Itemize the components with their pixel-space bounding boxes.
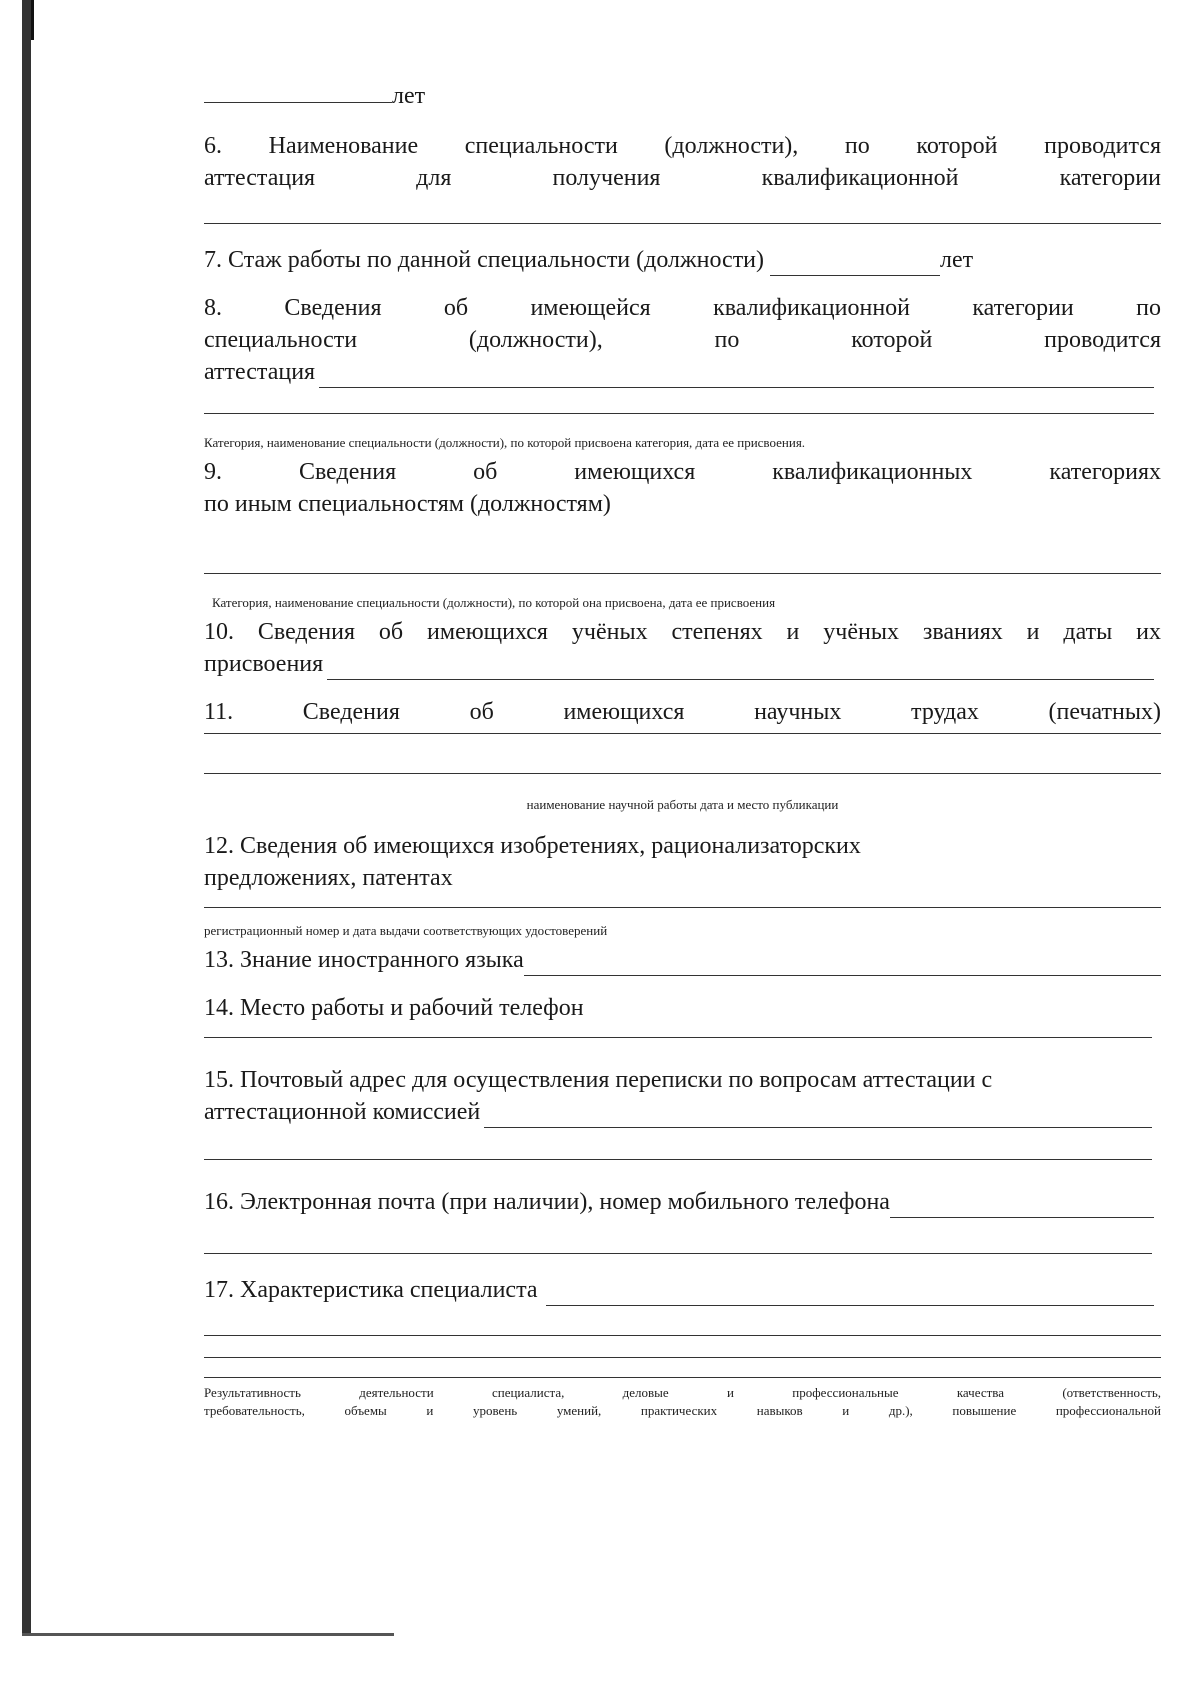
foreign-language-field[interactable]: [524, 949, 1161, 976]
section-15-line1: 15. Почтовый адрес для осуществления переписки по вопросам аттестации с: [204, 1067, 993, 1093]
section-16: 16. Электронная почта (при наличии), номер мобильного телефона: [204, 1186, 1154, 1218]
section-12-answer-line[interactable]: [204, 906, 1161, 908]
section-8-caption: Категория, наименование специальности (должности), по которой присвоена категория, дата ее присвоения.: [204, 435, 806, 450]
section-10: [204, 616, 1161, 680]
section-12-line2: предложениях, патентах: [204, 865, 453, 891]
section-12: [204, 830, 1161, 894]
section-6-answer-line[interactable]: [204, 222, 1161, 224]
section-8-line3: аттестация: [204, 356, 1154, 388]
section-7: 7. Стаж работы по данной специальности (должности) лет: [204, 244, 1124, 276]
characteristic-field[interactable]: [546, 1279, 1154, 1306]
section-5-tail: лет: [204, 78, 425, 112]
section-10-line2: присвоения: [204, 648, 1154, 680]
scan-edge-left: [22, 0, 31, 1636]
section-8-answer-field[interactable]: [319, 361, 1154, 388]
section-9-answer-line[interactable]: [204, 572, 1161, 574]
section-17-answer-line3[interactable]: [204, 1356, 1161, 1358]
section-12-line1: 12. Сведения об имеющихся изобретениях, рационализаторских: [204, 833, 861, 859]
section-17: 17. Характеристика специалиста: [204, 1274, 1154, 1306]
section-15-line2: аттестационной комиссией: [204, 1096, 1152, 1128]
section-15: [204, 1064, 1161, 1128]
years-blank[interactable]: [204, 78, 392, 103]
postal-address-field[interactable]: [484, 1101, 1152, 1128]
section-14-answer-line[interactable]: [204, 1036, 1152, 1038]
section-13: 13. Знание иностранного языка: [204, 944, 1161, 976]
section-9: [204, 456, 1161, 520]
section-11-answer-line2[interactable]: [204, 772, 1161, 774]
section-10-line1: 10. Сведения об имеющихся учёных степенях и учёных званиях и даты их: [204, 619, 1161, 645]
scan-edge-bottom: [22, 1633, 394, 1636]
section-8-answer-line2[interactable]: [204, 412, 1154, 414]
section-9-line1: 9. Сведения об имеющихся квалификационных категориях: [204, 459, 1161, 485]
section-17-caption-line1: Результативность деятельности специалиста, деловые и профессиональные качества (ответственность,: [204, 1385, 1161, 1400]
section-6-line2: аттестация для получения квалификационной категории: [204, 165, 1161, 191]
email-phone-field[interactable]: [890, 1191, 1154, 1218]
section-8-line1: 8. Сведения об имеющейся квалификационной категории по: [204, 295, 1161, 321]
section-6: [204, 130, 1161, 194]
section-8-line2: специальности (должности), по которой проводится: [204, 327, 1161, 353]
section-15-answer-line2[interactable]: [204, 1158, 1152, 1160]
section-14: 14. Место работы и рабочий телефон: [204, 995, 584, 1021]
section-11-answer-line1[interactable]: [204, 732, 1161, 734]
section-11-caption: наименование научной работы дата и место публикации: [526, 797, 839, 812]
section-17-answer-line2[interactable]: [204, 1334, 1161, 1336]
section-12-caption: регистрационный номер и дата выдачи соответствующих удостоверений: [204, 923, 608, 938]
section-17-caption: [204, 1384, 1161, 1420]
section-16-answer-line2[interactable]: [204, 1252, 1152, 1254]
experience-blank[interactable]: [770, 251, 940, 276]
section-17-answer-line4[interactable]: [204, 1376, 1161, 1378]
section-8: [204, 292, 1161, 388]
section-9-line2: по иным специальностям (должностям): [204, 491, 611, 517]
section-10-answer-field[interactable]: [327, 653, 1154, 680]
section-11: 11. Сведения об имеющихся научных трудах (печатных): [204, 699, 1161, 725]
section-17-caption-line2: требовательность, объемы и уровень умений, практических навыков и др.), повышение профессиональной: [204, 1403, 1161, 1418]
section-9-caption: Категория, наименование специальности (должности), по которой она присвоена, дата ее присвоения: [212, 595, 776, 610]
section-6-line1: 6. Наименование специальности (должности), по которой проводится: [204, 133, 1161, 159]
